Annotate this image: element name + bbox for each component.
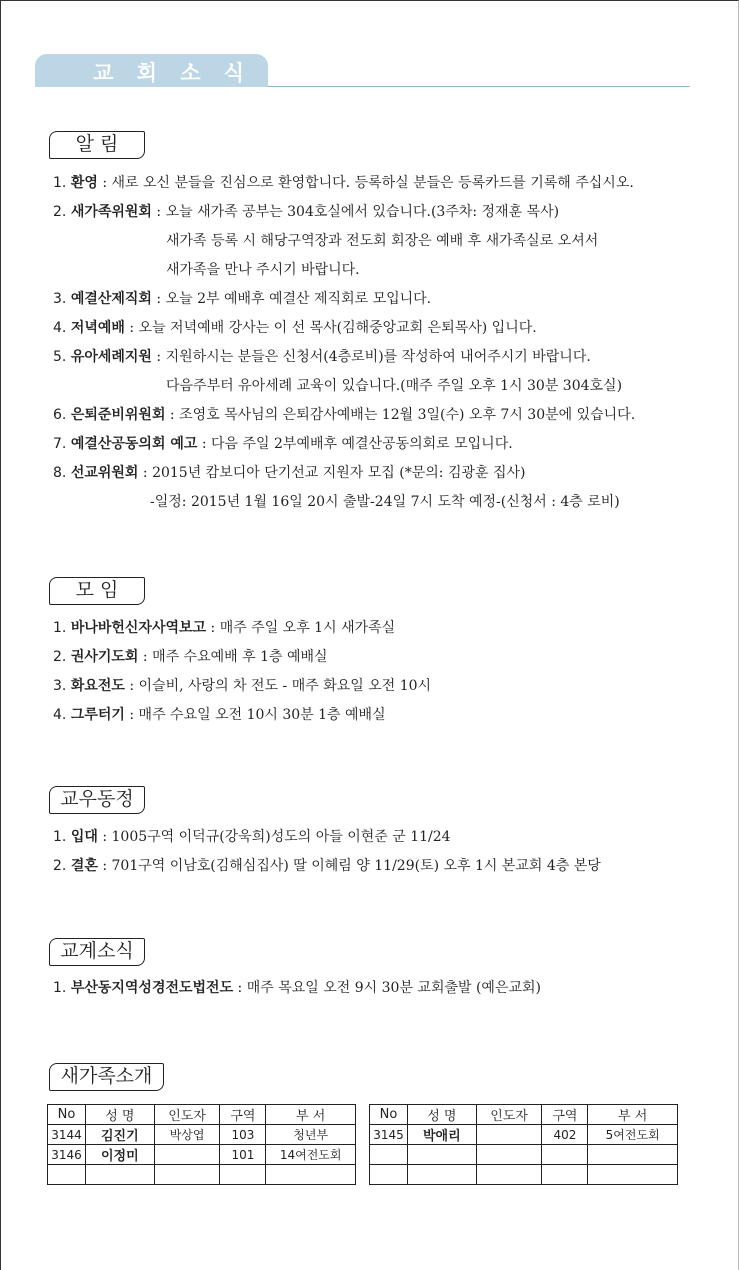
notices-item-continuation: -일정: 2015년 1월 16일 20시 출발-24일 7시 도착 예정-(신청서 : 4층 로비) — [150, 494, 620, 510]
table-header-row — [48, 1105, 356, 1125]
cell-no — [370, 1165, 408, 1185]
item-number: 1. — [53, 980, 67, 996]
item-number: 4. — [53, 707, 67, 723]
item-number: 2. — [53, 858, 67, 874]
item-title: 부산동지역성경전도법전도 — [70, 980, 234, 996]
item-text: 조영호 목사님의 은퇴감사예배는 12월 3일(수) 오후 7시 30분에 있습니다. — [179, 407, 636, 423]
table-row — [48, 1165, 356, 1185]
item-text: 매주 주일 오후 1시 새가족실 — [219, 620, 396, 636]
item-number: 3. — [53, 678, 67, 694]
item-text: 1005구역 이덕규(강욱희)성도의 아들 이현준 군 11/24 — [111, 829, 451, 845]
notices-item — [53, 317, 537, 337]
header-tab — [35, 54, 268, 87]
header-no: No — [370, 1105, 408, 1125]
item-separator: : — [151, 291, 166, 307]
header-district: 구역 — [220, 1105, 266, 1125]
item-separator: : — [97, 858, 112, 874]
item-title: 결혼 — [70, 858, 98, 874]
notices-item — [53, 172, 634, 192]
item-separator: : — [97, 829, 112, 845]
cell-district: 103 — [220, 1125, 266, 1145]
notices-item — [53, 346, 591, 366]
item-text: 지원하시는 분들은 신청서(4층로비)를 작성하여 내어주시기 바랍니다. — [165, 349, 591, 365]
cell-name: 박애리 — [407, 1125, 476, 1145]
item-separator: : — [124, 320, 139, 336]
cell-no — [48, 1165, 86, 1185]
newfamily-table-right — [369, 1104, 678, 1185]
cell-guide — [154, 1165, 220, 1185]
cell-district: 402 — [542, 1125, 588, 1145]
members-label: 교우동정 — [49, 786, 145, 814]
notices-item — [53, 288, 431, 308]
notices-item — [53, 201, 559, 221]
item-text: 2015년 캄보디아 단기선교 지원자 모집 (*문의: 김광훈 집사) — [152, 465, 526, 481]
header-district: 구역 — [542, 1105, 588, 1125]
notices-item-continuation: 새가족을 만나 주시기 바랍니다. — [166, 262, 360, 278]
header-dept: 부 서 — [266, 1105, 356, 1125]
meetings-item — [53, 675, 431, 695]
cell-district — [542, 1165, 588, 1185]
item-separator: : — [124, 678, 139, 694]
meetings-label: 모 임 — [49, 577, 145, 605]
item-separator: : — [138, 465, 153, 481]
cell-dept: 14여전도회 — [266, 1145, 356, 1165]
item-title: 예결산제직회 — [70, 291, 152, 307]
item-text: 오늘 저녁예배 강사는 이 선 목사(김해중앙교회 은퇴목사) 입니다. — [138, 320, 537, 336]
notices-item-continuation: 다음주부터 유아세례 교육이 있습니다.(매주 주일 오후 1시 30분 304호실) — [166, 378, 623, 394]
item-text: 새로 오신 분들을 진심으로 환영합니다. 등록하실 분들은 등록카드를 기록해 주십시오. — [111, 175, 634, 191]
meetings-item — [53, 704, 386, 724]
table-row — [48, 1145, 356, 1165]
cell-no: 3145 — [370, 1125, 408, 1145]
notices-label: 알 림 — [49, 131, 145, 159]
item-title: 은퇴준비위원회 — [70, 407, 166, 423]
cell-dept: 5여전도회 — [588, 1125, 678, 1145]
notices-item-continuation: 새가족 등록 시 해당구역장과 전도회 회장은 예배 후 새가족실로 오셔서 — [166, 233, 599, 249]
cell-guide — [154, 1145, 220, 1165]
members-item — [53, 855, 601, 875]
cell-guide: 박상엽 — [154, 1125, 220, 1145]
meetings-item — [53, 617, 395, 637]
table-row — [370, 1125, 678, 1145]
item-title: 예결산공동의회 예고 — [70, 436, 198, 452]
cell-no — [370, 1145, 408, 1165]
item-text: 매주 목요일 오전 9시 30분 교회출발 (예은교회) — [246, 980, 541, 996]
item-title: 선교위원회 — [70, 465, 139, 481]
item-separator: : — [165, 407, 180, 423]
item-number: 1. — [53, 175, 67, 191]
header-dept: 부 서 — [588, 1105, 678, 1125]
members-item — [53, 826, 451, 846]
page-title: 교 회 소 식 — [93, 61, 253, 85]
cell-dept — [266, 1165, 356, 1185]
table-row — [370, 1165, 678, 1185]
item-text: 701구역 이남호(김해심집사) 딸 이혜림 양 11/29(토) 오후 1시 본교회 4층 본당 — [111, 858, 601, 874]
notices-item — [53, 462, 526, 482]
region-item — [53, 977, 541, 997]
notices-item — [53, 404, 635, 424]
item-title: 화요전도 — [70, 678, 125, 694]
item-separator: : — [151, 204, 166, 220]
newfamily-table-left — [47, 1104, 356, 1185]
cell-dept — [588, 1165, 678, 1185]
item-text: 오늘 2부 예배후 예결산 제직회로 모입니다. — [165, 291, 432, 307]
cell-district: 101 — [220, 1145, 266, 1165]
cell-no: 3146 — [48, 1145, 86, 1165]
cell-guide — [476, 1145, 542, 1165]
cell-name — [85, 1165, 154, 1185]
header-no: No — [48, 1105, 86, 1125]
item-number: 1. — [53, 620, 67, 636]
item-title: 바나바헌신자사역보고 — [70, 620, 207, 636]
cell-name — [407, 1165, 476, 1185]
header-rule — [268, 86, 690, 87]
cell-dept: 청년부 — [266, 1125, 356, 1145]
cell-district — [542, 1145, 588, 1165]
cell-guide — [476, 1125, 542, 1145]
region-label: 교계소식 — [49, 938, 145, 966]
item-title: 환영 — [70, 175, 98, 191]
item-number: 2. — [53, 204, 67, 220]
item-separator: : — [97, 175, 112, 191]
cell-name — [407, 1145, 476, 1165]
table-row — [48, 1125, 356, 1145]
item-number: 4. — [53, 320, 67, 336]
item-title: 권사기도회 — [70, 649, 139, 665]
cell-no: 3144 — [48, 1125, 86, 1145]
header-name: 성 명 — [407, 1105, 476, 1125]
item-number: 7. — [53, 436, 67, 452]
item-separator: : — [151, 349, 166, 365]
item-number: 8. — [53, 465, 67, 481]
item-title: 입대 — [70, 829, 98, 845]
meetings-item — [53, 646, 328, 666]
item-separator: : — [197, 436, 212, 452]
cell-district — [220, 1165, 266, 1185]
item-separator: : — [233, 980, 247, 996]
item-separator: : — [138, 649, 153, 665]
header-name: 성 명 — [85, 1105, 154, 1125]
item-number: 5. — [53, 349, 67, 365]
item-text: 매주 수요예배 후 1층 예배실 — [152, 649, 328, 665]
item-number: 1. — [53, 829, 67, 845]
item-text: 이슬비, 사랑의 차 전도 - 매주 화요일 오전 10시 — [138, 678, 432, 694]
cell-dept — [588, 1145, 678, 1165]
header-guide: 인도자 — [476, 1105, 542, 1125]
item-separator: : — [124, 707, 139, 723]
item-separator: : — [206, 620, 220, 636]
cell-name: 이정미 — [85, 1145, 154, 1165]
item-title: 그루터기 — [70, 707, 125, 723]
item-number: 6. — [53, 407, 67, 423]
item-title: 유아세례지원 — [70, 349, 152, 365]
item-number: 2. — [53, 649, 67, 665]
cell-guide — [476, 1165, 542, 1185]
table-row — [370, 1145, 678, 1165]
item-text: 다음 주일 2부예배후 예결산공동의회로 모입니다. — [211, 436, 513, 452]
header-guide: 인도자 — [154, 1105, 220, 1125]
item-text: 오늘 새가족 공부는 304호실에서 있습니다.(3주차: 정재훈 목사) — [165, 204, 560, 220]
item-title: 새가족위원회 — [70, 204, 152, 220]
item-text: 매주 수요일 오전 10시 30분 1층 예배실 — [138, 707, 386, 723]
table-header-row — [370, 1105, 678, 1125]
newfamily-label: 새가족소개 — [49, 1063, 164, 1091]
cell-name: 김진기 — [85, 1125, 154, 1145]
item-number: 3. — [53, 291, 67, 307]
item-title: 저녁예배 — [70, 320, 125, 336]
notices-item — [53, 433, 513, 453]
